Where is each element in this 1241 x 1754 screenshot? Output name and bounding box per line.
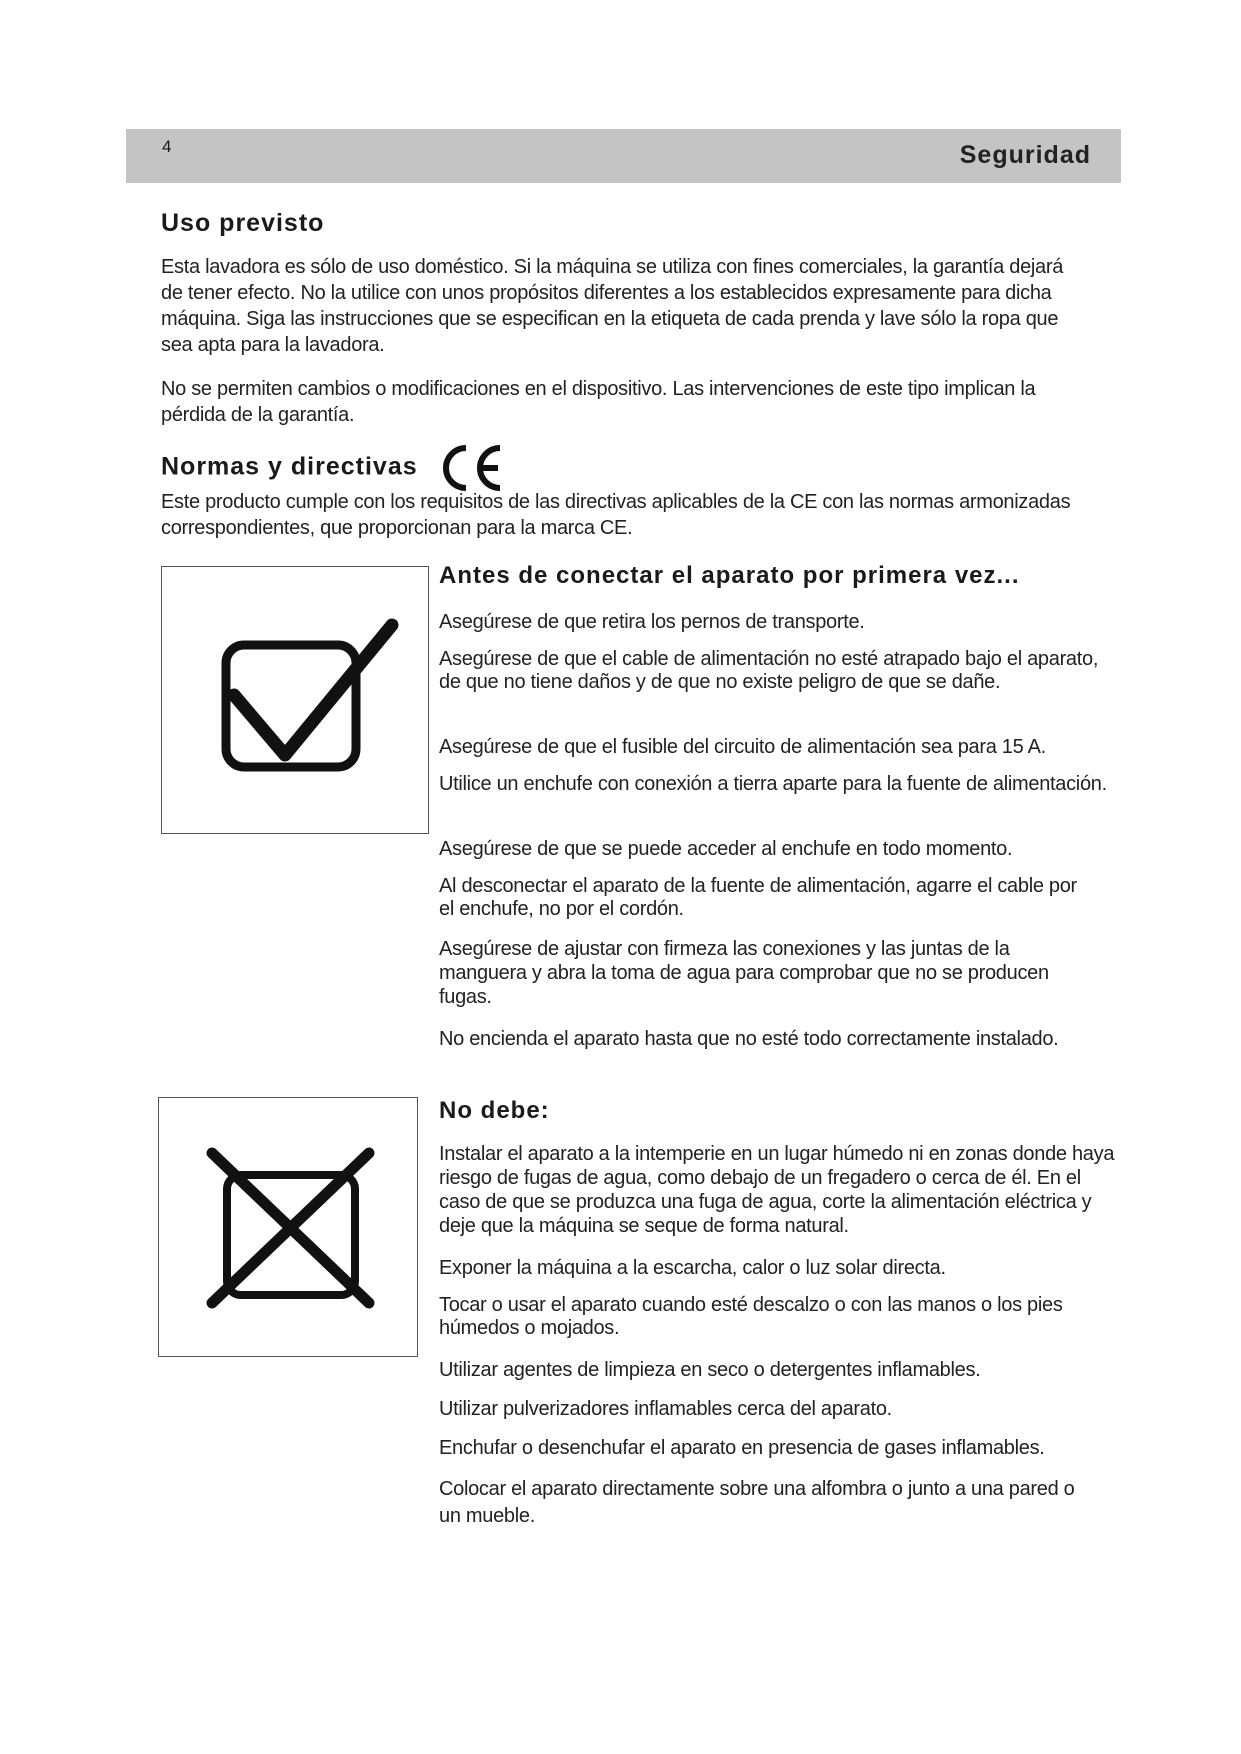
list-item: Al desconectar el aparato de la fuente de alimentación, agarre el cable por el enchufe, no por el cordón. bbox=[439, 875, 1077, 920]
list-item: Asegúrese de que se puede acceder al enchufe en todo momento. bbox=[439, 838, 1013, 860]
list-item: Asegúrese de que el fusible del circuito de alimentación sea para 15 A. bbox=[439, 736, 1046, 758]
list-item: Asegúrese de ajustar con firmeza las conexiones y las juntas de la manguera y abra la toma de agua para comprobar que no se producen fugas. bbox=[439, 938, 1049, 1008]
list-item: Exponer la máquina a la escarcha, calor o luz solar directa. bbox=[439, 1257, 946, 1279]
page-number: 4 bbox=[162, 137, 172, 156]
list-item: Utilice un enchufe con conexión a tierra aparte para la fuente de alimentación. bbox=[439, 773, 1107, 795]
paragraph: No se permiten cambios o modificaciones en el dispositivo. Las intervenciones de este tipo implican la pérdida de la garantía. bbox=[161, 378, 1036, 426]
crossed-box-icon bbox=[159, 1098, 417, 1356]
list-item: Tocar o usar el aparato cuando esté descalzo o con las manos o los pies húmedos o mojados. bbox=[439, 1294, 1063, 1339]
checkmark-icon bbox=[162, 567, 428, 833]
list-item: No encienda el aparato hasta que no esté todo correctamente instalado. bbox=[439, 1028, 1059, 1050]
paragraph: Este producto cumple con los requisitos de las directivas aplicables de la CE con las normas armonizadas correspondientes, que proporcionan para la marca CE. bbox=[161, 491, 1071, 539]
list-item: Asegúrese de que el cable de alimentación no esté atrapado bajo el aparato, de que no tiene daños y de que no existe peligro de que se dañe. bbox=[439, 648, 1099, 693]
heading-uso-previsto: Uso previsto bbox=[161, 209, 325, 237]
paragraph: Esta lavadora es sólo de uso doméstico. Si la máquina se utiliza con fines comerciales, la garantía dejará de tener efecto. No la utilice con unos propósitos diferentes a los establecidos expresamente para dicha máquina. Siga las instrucciones que se especifican en la etiqueta de cada prenda y lave sólo la ropa que sea apta para la lavadora. bbox=[161, 256, 1064, 356]
ce-mark-icon bbox=[440, 444, 506, 492]
list-item: Enchufar o desenchufar el aparato en presencia de gases inflamables. bbox=[439, 1437, 1045, 1459]
list-item: Utilizar pulverizadores inflamables cerca del aparato. bbox=[439, 1398, 892, 1420]
checkmark-box bbox=[161, 566, 429, 834]
section-title: Seguridad bbox=[959, 141, 1091, 169]
heading-no-debe: No debe: bbox=[439, 1097, 550, 1124]
list-item: Instalar el aparato a la intemperie en un lugar húmedo ni en zonas donde haya riesgo de fugas de agua, como debajo de un fregadero o cerca de él. En el caso de que se produzca una fuga de agua, corte la alimentación eléctrica y deje que la máquina se seque de forma natural. bbox=[439, 1143, 1115, 1237]
heading-antes: Antes de conectar el aparato por primera vez... bbox=[439, 562, 1020, 589]
heading-normas-text: Normas y directivas bbox=[161, 452, 418, 481]
list-item: Asegúrese de que retira los pernos de transporte. bbox=[439, 611, 865, 633]
prohibited-box bbox=[158, 1097, 418, 1357]
page-header bbox=[126, 129, 1121, 183]
list-item: Colocar el aparato directamente sobre una alfombra o junto a una pared o un mueble. bbox=[439, 1478, 1075, 1527]
list-item: Utilizar agentes de limpieza en seco o detergentes inflamables. bbox=[439, 1359, 981, 1381]
heading-normas bbox=[161, 444, 506, 492]
